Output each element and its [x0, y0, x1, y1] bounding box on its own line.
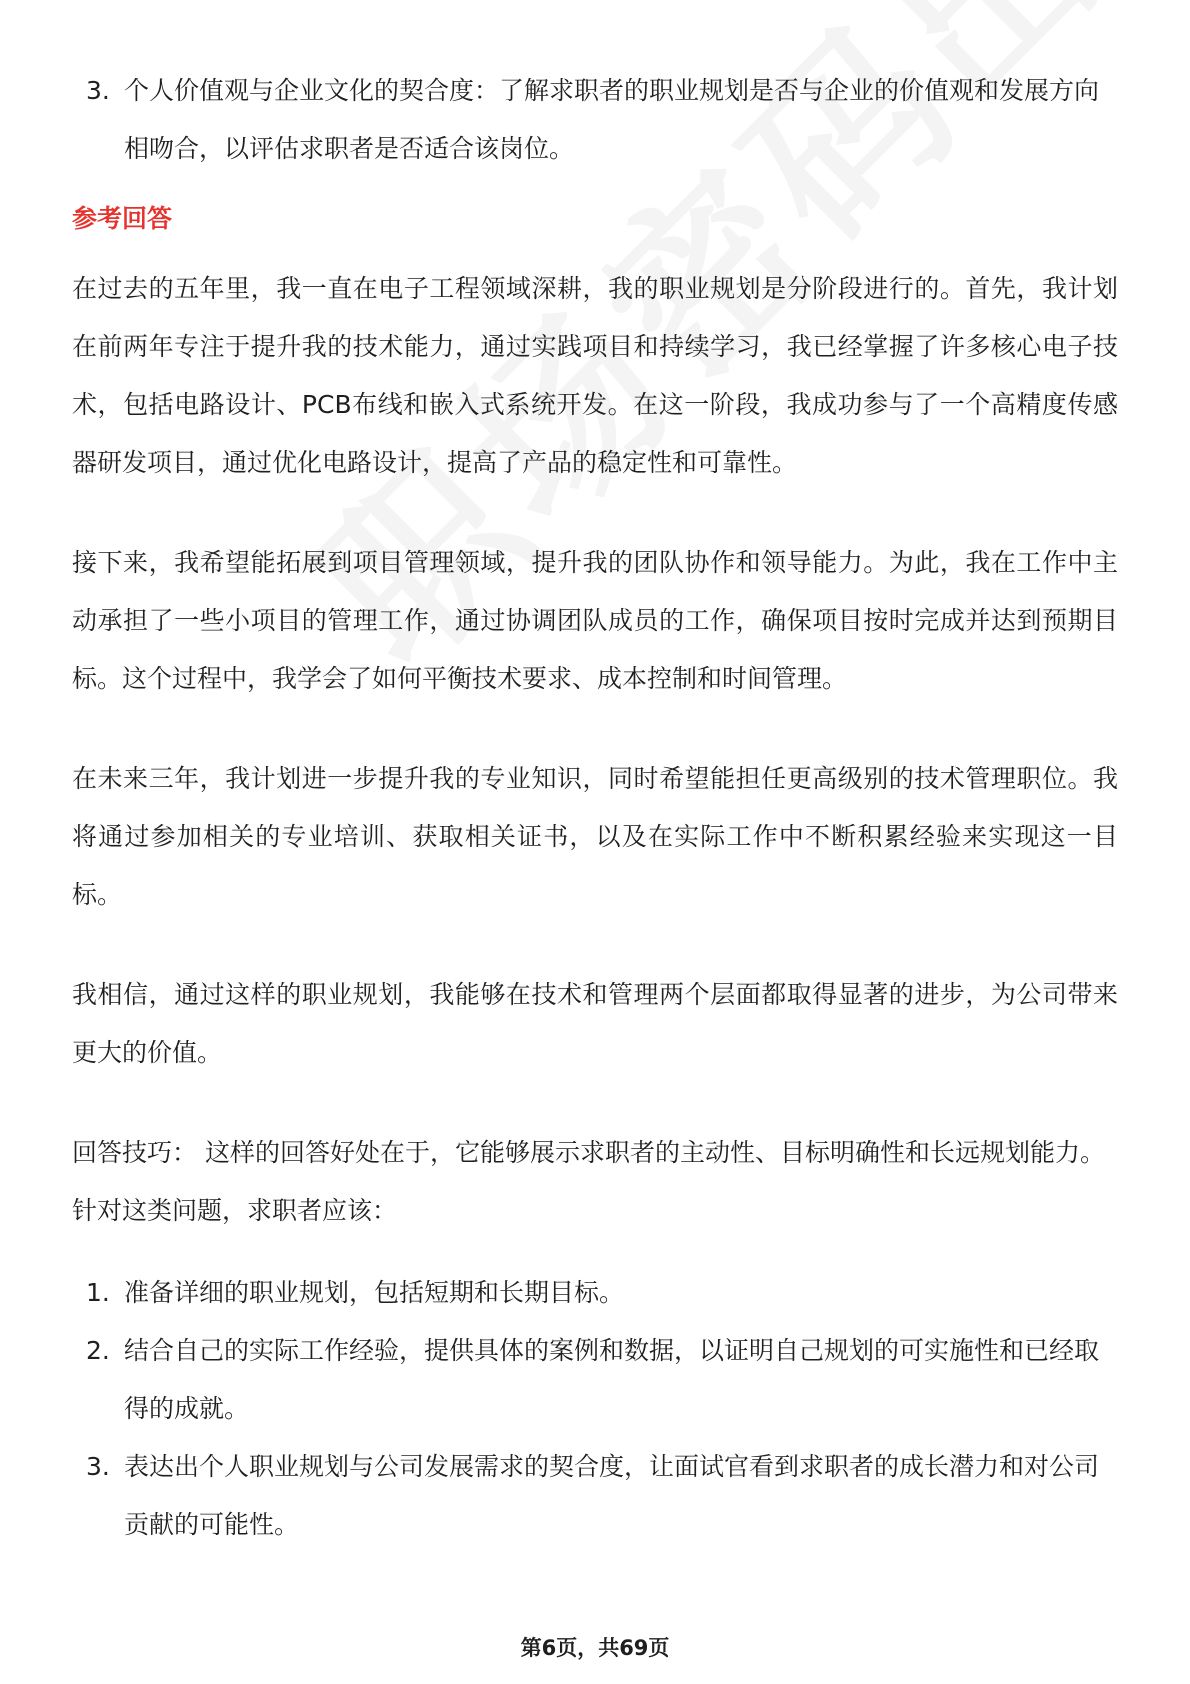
list-item: [72, 1322, 1118, 1438]
tips-numbered-list: [72, 1264, 1118, 1554]
list-item-number: 3.: [86, 1452, 110, 1481]
answer-paragraph: 接下来，我希望能拓展到项目管理领域，提升我的团队协作和领导能力。为此，我在工作中主动承担了一些小项目的管理工作，通过协调团队成员的工作，确保项目按时完成并达到预期目标。这个过程中，我学会了如何平衡技术要求、成本控制和时间管理。: [72, 548, 1118, 693]
list-item: [72, 62, 1118, 178]
page-content: [72, 62, 1118, 1554]
answer-paragraph: 我相信，通过这样的职业规划，我能够在技术和管理两个层面都取得显著的进步，为公司带来更大的价值。: [72, 980, 1118, 1067]
tips-paragraph: 回答技巧： 这样的回答好处在于，它能够展示求职者的主动性、目标明确性和长远规划能力。针对这类问题，求职者应该：: [72, 1138, 1105, 1225]
list-item-text: 结合自己的实际工作经验，提供具体的案例和数据，以证明自己规划的可实施性和已经取得的成就。: [124, 1336, 1100, 1423]
list-item-number: 1.: [86, 1278, 110, 1307]
section-heading: 参考回答: [72, 204, 173, 233]
answer-paragraph: 在过去的五年里，我一直在电子工程领域深耕，我的职业规划是分阶段进行的。首先，我计划在前两年专注于提升我的技术能力，通过实践项目和持续学习，我已经掌握了许多核心电子技术，包括电路设计、PCB布线和嵌入式系统开发。在这一阶段，我成功参与了一个高精度传感器研发项目，通过优化电路设计，提高了产品的稳定性和可靠性。: [72, 274, 1118, 477]
page-footer: 第6页，共69页: [520, 1636, 670, 1660]
list-item: [72, 1438, 1118, 1554]
answer-paragraph: 在未来三年，我计划进一步提升我的专业知识，同时希望能担任更高级别的技术管理职位。我将通过参加相关的专业培训、获取相关证书，以及在实际工作中不断积累经验来实现这一目标。: [72, 764, 1118, 909]
list-item: [72, 1264, 1118, 1322]
top-numbered-list: [72, 62, 1118, 178]
list-item-number: 3.: [86, 76, 110, 105]
list-item-text: 表达出个人职业规划与公司发展需求的契合度，让面试官看到求职者的成长潜力和对公司贡献的可能性。: [124, 1452, 1100, 1539]
list-item-text: 个人价值观与企业文化的契合度：了解求职者的职业规划是否与企业的价值观和发展方向相吻合，以评估求职者是否适合该岗位。: [124, 76, 1100, 163]
list-item-text: 准备详细的职业规划，包括短期和长期目标。: [124, 1278, 625, 1307]
list-item-number: 2.: [86, 1336, 110, 1365]
